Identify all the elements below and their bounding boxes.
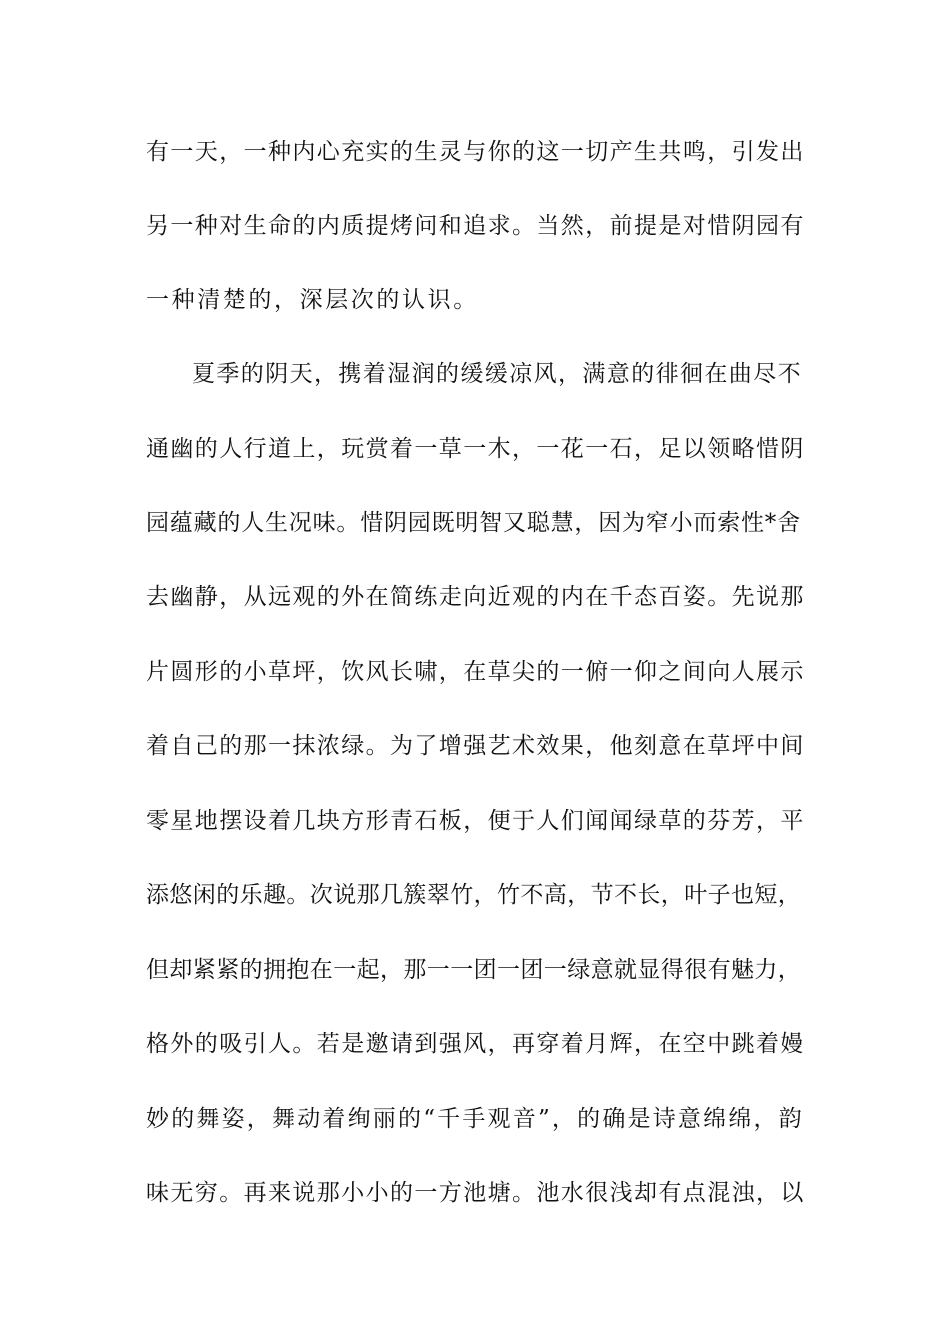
text-line-11: 添悠闲的乐趣。次说那几簇翠竹，竹不高，节不长，叶子也短， [146, 882, 802, 908]
text-line-7: 去幽静，从远观的外在简练走向近观的内在千态百姿。先说那 [146, 584, 805, 610]
text-line-6: 园蕴藏的人生况味。惜阴园既明智又聪慧，因为窄小而索性*舍 [146, 510, 801, 536]
text-line-13: 格外的吸引人。若是邀请到强风，再穿着月辉，在空中跳着嫚 [146, 1031, 805, 1057]
text-line-12: 但却紧紧的拥抱在一起，那一一团一团一绿意就显得很有魅力， [146, 957, 802, 983]
text-line-4: 夏季的阴天，携着湿润的缓缓凉风，满意的徘徊在曲尽不 [192, 361, 802, 387]
text-line-1: 有一天，一种内心充实的生灵与你的这一切产生共鸣，引发出 [146, 139, 805, 165]
text-line-10: 零星地摆设着几块方形青石板，便于人们闻闻绿草的芬芳，平 [146, 808, 805, 834]
text-line-5: 通幽的人行道上，玩赏着一草一木，一花一石，足以领略惜阴 [146, 436, 805, 462]
text-line-14: 妙的舞姿，舞动着绚丽的“千手观音”，的确是诗意绵绵，韵 [146, 1106, 804, 1132]
text-line-15: 味无穷。再来说那小小的一方池塘。池水很浅却有点混浊，以 [146, 1180, 805, 1206]
text-line-2: 另一种对生命的内质提烤问和追求。当然，前提是对惜阴园有 [146, 213, 805, 239]
text-line-3: 一种清楚的，深层次的认识。 [146, 287, 479, 313]
text-line-8: 片圆形的小草坪，饮风长啸，在草尖的一俯一仰之间向人展示 [146, 659, 805, 685]
text-line-9: 着自己的那一抹浓绿。为了增强艺术效果，他刻意在草坪中间 [146, 733, 805, 759]
